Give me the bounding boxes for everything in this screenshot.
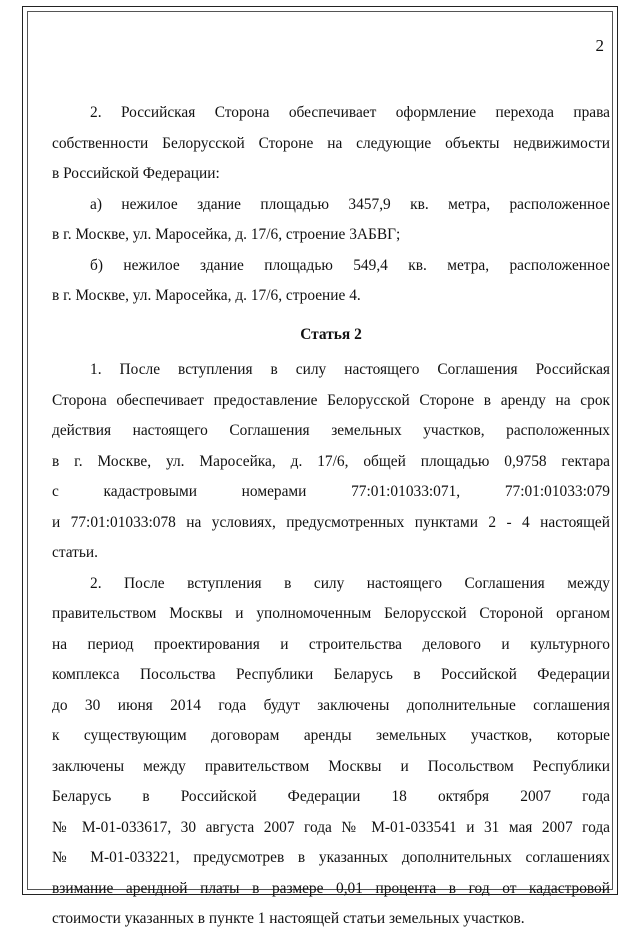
paragraph-line: собственности Белорусской Стороне на следующие объекты недвижимости [52,134,610,152]
paragraph-line: в Российской Федерации: [52,165,220,182]
paragraph-line: до 30 июня 2014 года будут заключены дополнительные соглашения [52,696,610,714]
paragraph-line: Сторона обеспечивает предоставление Белорусской Стороне в аренду на срок [52,391,610,409]
paragraph-line: 2. После вступления в силу настоящего Соглашения между [90,574,610,592]
paragraph-line: комплекса Посольства Республики Беларусь в Российской Федерации [52,666,610,683]
paragraph-line: в г. Москве, ул. Маросейка, д. 17/6, строение 3АБВГ; [52,226,401,243]
paragraph-line: Беларусь в Российской Федерации 18 октября 2007 года [52,788,610,805]
page-number: 2 [595,36,604,55]
paragraph-line: заключены между правительством Москвы и Посольством Республики [52,757,610,775]
paragraph-line: в г. Москве, ул. Маросейка, д. 17/6, общей площадью 0,9758 гектара [52,452,610,470]
paragraph-line: действия настоящего Соглашения земельных участков, расположенных [52,422,610,439]
paragraph-line: статьи. [52,544,99,561]
paragraph-line: стоимости указанных в пункте 1 настоящей статьи земельных участков. [52,910,525,927]
paragraph-line: б) нежилое здание площадью 549,4 кв. метра, расположенное [90,256,610,274]
paragraph-line: № М-01-033221, предусмотрев в указанных дополнительных соглашениях [52,849,610,866]
paragraph-line: к существующим договорам аренды земельных участков, которые [52,727,610,744]
paragraph-line: 1. После вступления в силу настоящего Соглашения Российская [90,361,610,378]
paragraph-line: с кадастровыми номерами 77:01:01033:071, 77:01:01033:079 [52,483,610,500]
document-body [52,98,610,935]
paragraph-line: взимание арендной платы в размере 0,01 процента в год от кадастровой [52,879,610,897]
paragraph-line: а) нежилое здание площадью 3457,9 кв. метра, расположенное [90,195,610,213]
paragraph-line: в г. Москве, ул. Маросейка, д. 17/6, строение 4. [52,287,361,304]
paragraph-line: № М-01-033617, 30 августа 2007 года № М-01-033541 и 31 мая 2007 года [52,818,610,836]
paragraph-line: правительством Москвы и уполномоченным Белорусской Стороной органом [52,605,610,622]
article-heading: Статья 2 [300,325,362,343]
paragraph-line: и 77:01:01033:078 на условиях, предусмотренных пунктами 2 - 4 настоящей [52,513,610,531]
paragraph-line: 2. Российская Сторона обеспечивает оформление перехода права [90,104,610,121]
paragraph-line: на период проектирования и строительства делового и культурного [52,635,610,653]
